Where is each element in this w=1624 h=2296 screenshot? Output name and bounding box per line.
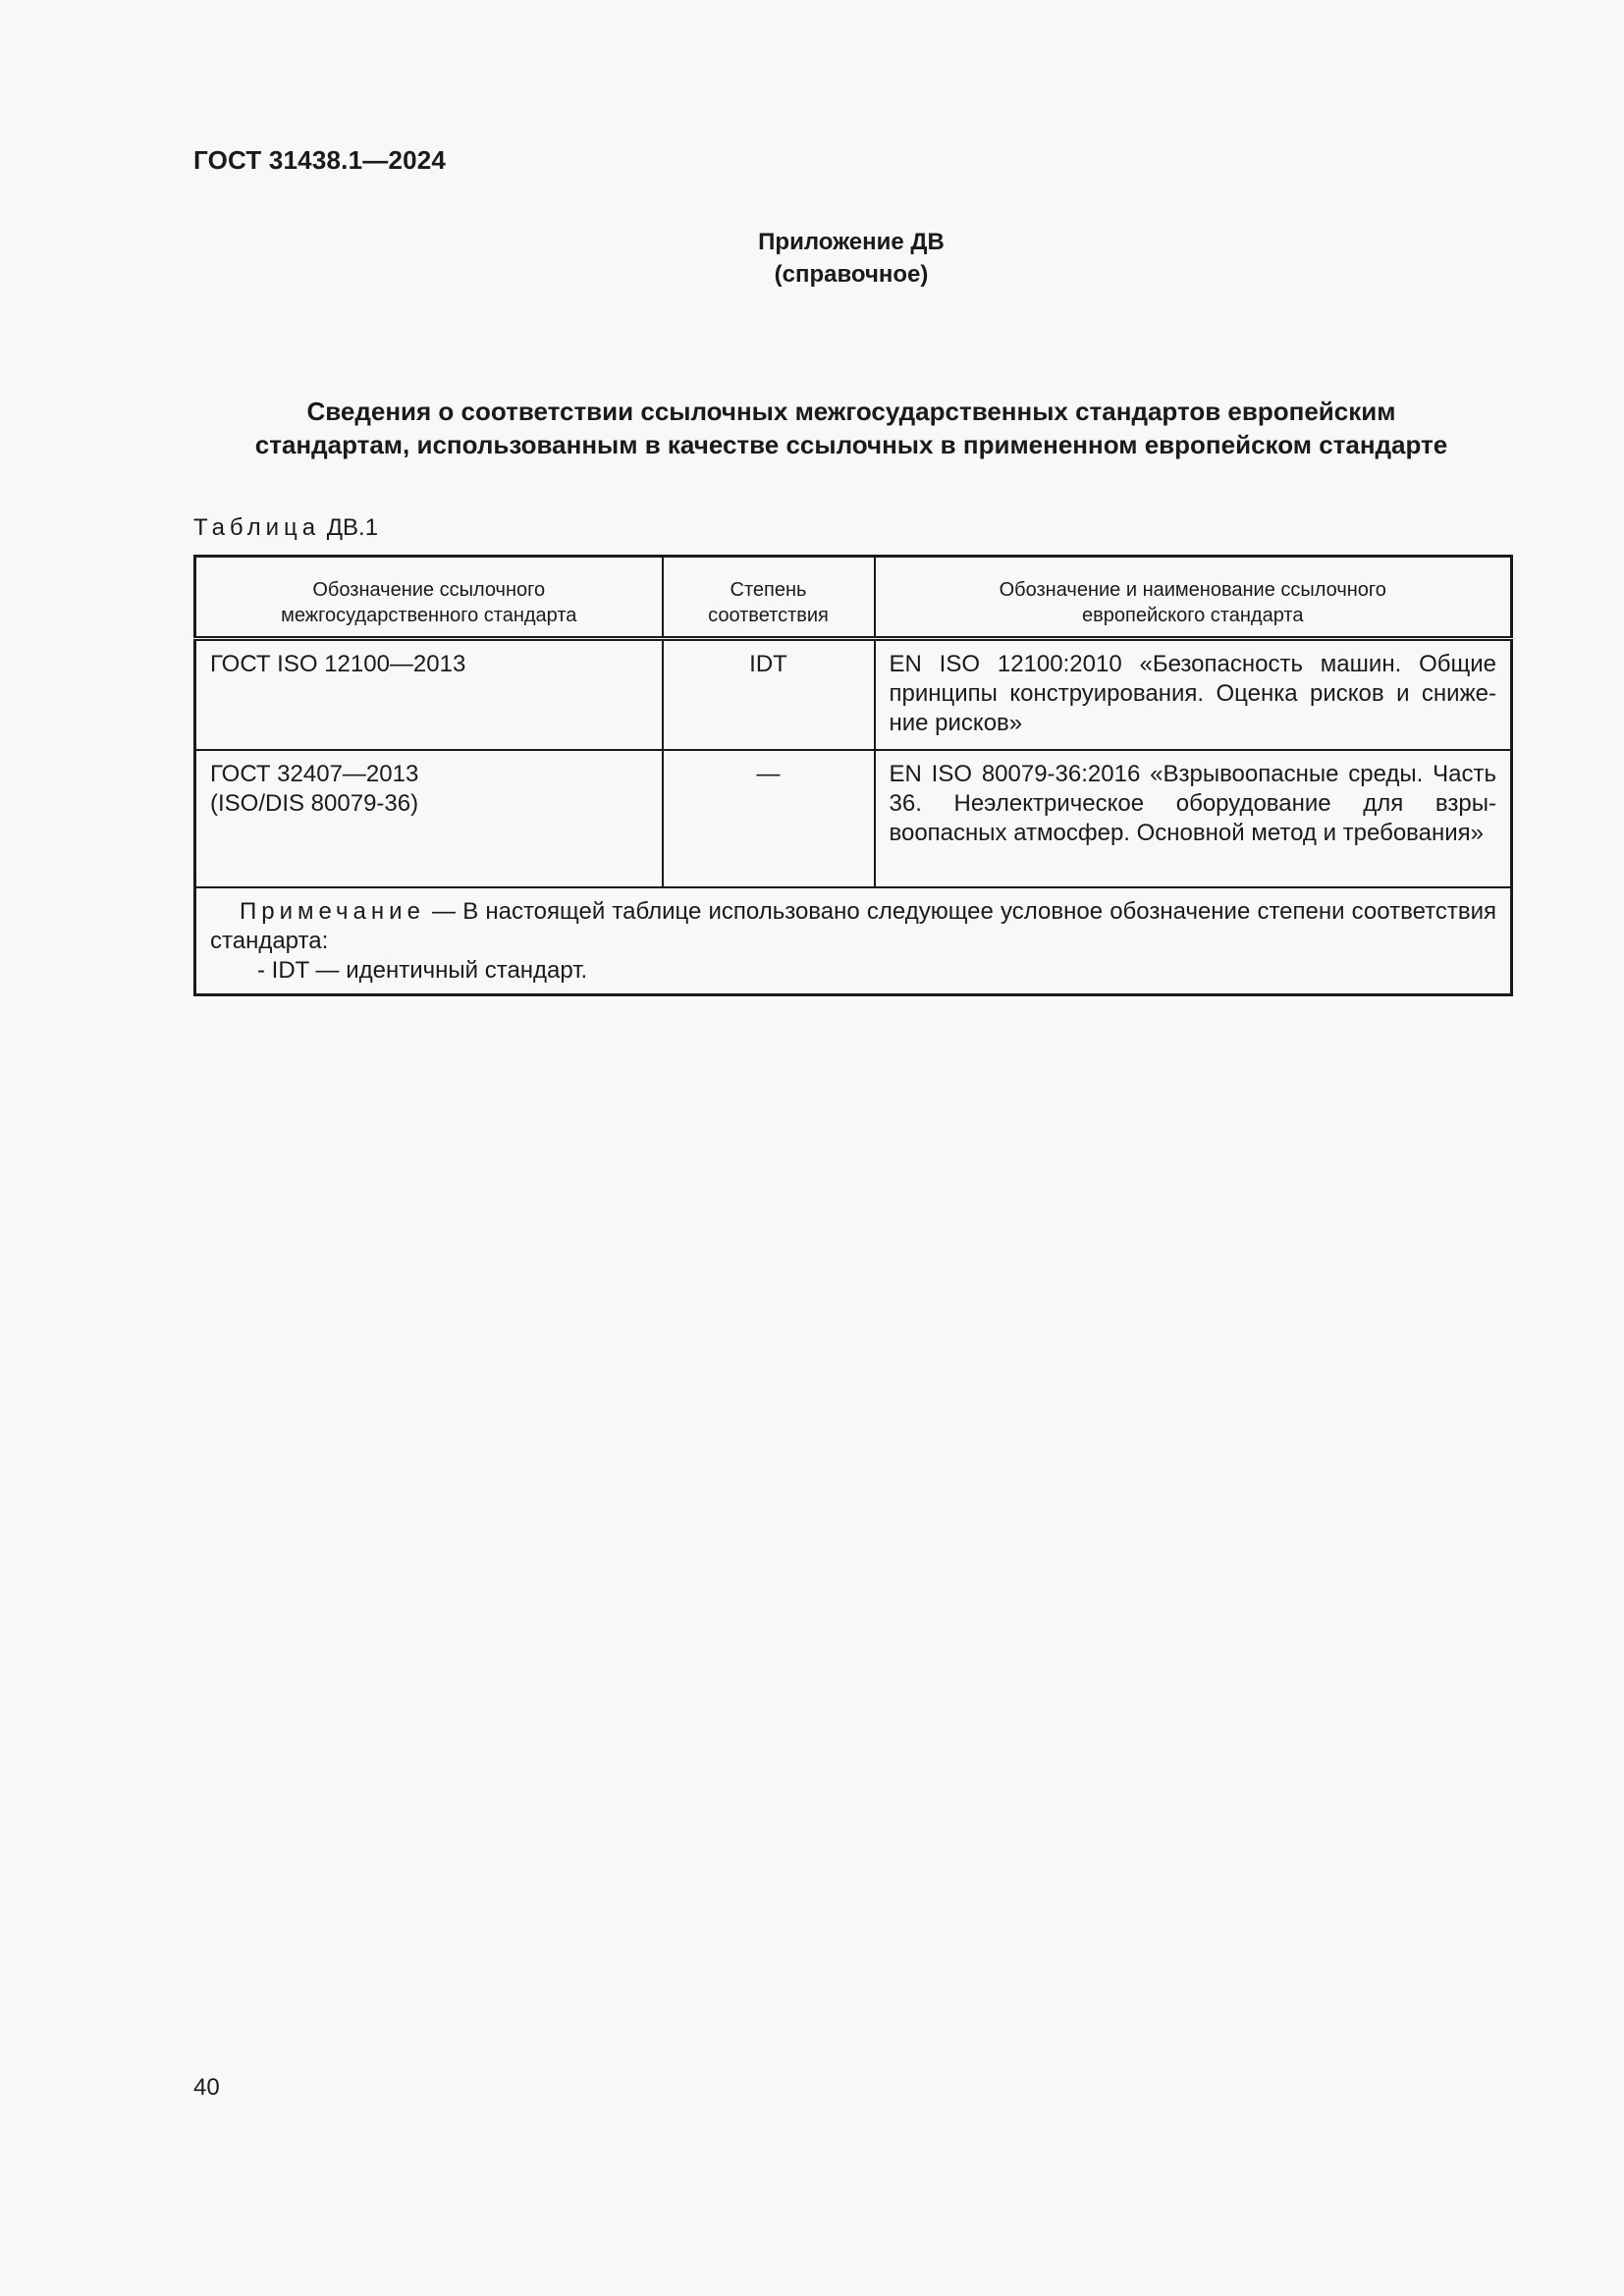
note-list-item: - IDT — идентичный стандарт. [257,956,588,984]
page-number: 40 [193,2074,220,2101]
standard-designation: ГОСТ ISO 12100—2013 [210,651,466,677]
table-row [195,639,1512,750]
table-row [195,750,1512,887]
column-header-european-standard [875,557,1512,639]
interstate-standard-cell [195,639,663,750]
standard-designation: ГОСТ 32407—2013 [210,760,419,787]
column-header-line: Степень [730,579,807,601]
column-header-line: соответствия [708,605,829,626]
appendix-subtitle: (справочное) [774,261,929,288]
table-note [195,887,1512,995]
table-note-row [195,887,1512,995]
appendix-header [0,226,1624,291]
table-caption-label: Таблица [193,514,321,541]
european-standard-cell: EN ISO 12100:2010 «Безопасность машин. Общие принципы конструирования. Оценка рисков и снижение рисков» [875,639,1512,750]
european-standard-cell: EN ISO 80079-36:2016 «Взрывоопасные среды. Часть 36. Неэлектрическое оборудование для взрывоопасных атмосфер. Основной метод и требования» [875,750,1512,887]
appendix-title: Приложение ДВ [758,229,945,255]
column-header-line: межгосударственного стандарта [281,605,577,626]
note-body [210,898,1496,954]
table-caption [193,514,378,542]
note-text: — В настоящей таблице использовано следующее условное обозначение степени соответствия стандарта: [210,897,1496,954]
column-header-line: Обозначение и наименование ссылочного [999,579,1386,601]
column-header-degree [663,557,875,639]
degree-cell: — [663,750,875,887]
table-caption-number: ДВ.1 [326,514,379,541]
interstate-standard-cell [195,750,663,887]
column-header-line: Обозначение ссылочного [312,579,546,601]
standard-designation-extra: (ISO/DIS 80079-36) [210,789,419,817]
section-heading-line2: стандартам, использованным в качестве ссылочных в примененном европейском стандарте [254,430,1448,459]
section-heading [193,395,1509,461]
degree-cell: IDT [663,639,875,750]
document-code: ГОСТ 31438.1—2024 [193,145,447,175]
column-header-interstate-standard [195,557,663,639]
table-header-row [195,557,1512,639]
note-title: Примечание [240,897,425,925]
reference-standards-table [193,555,1513,996]
section-heading-line1: Сведения о соответствии ссылочных межгосударственных стандартов европейским [306,397,1396,426]
column-header-line: европейского стандарта [1082,605,1304,626]
